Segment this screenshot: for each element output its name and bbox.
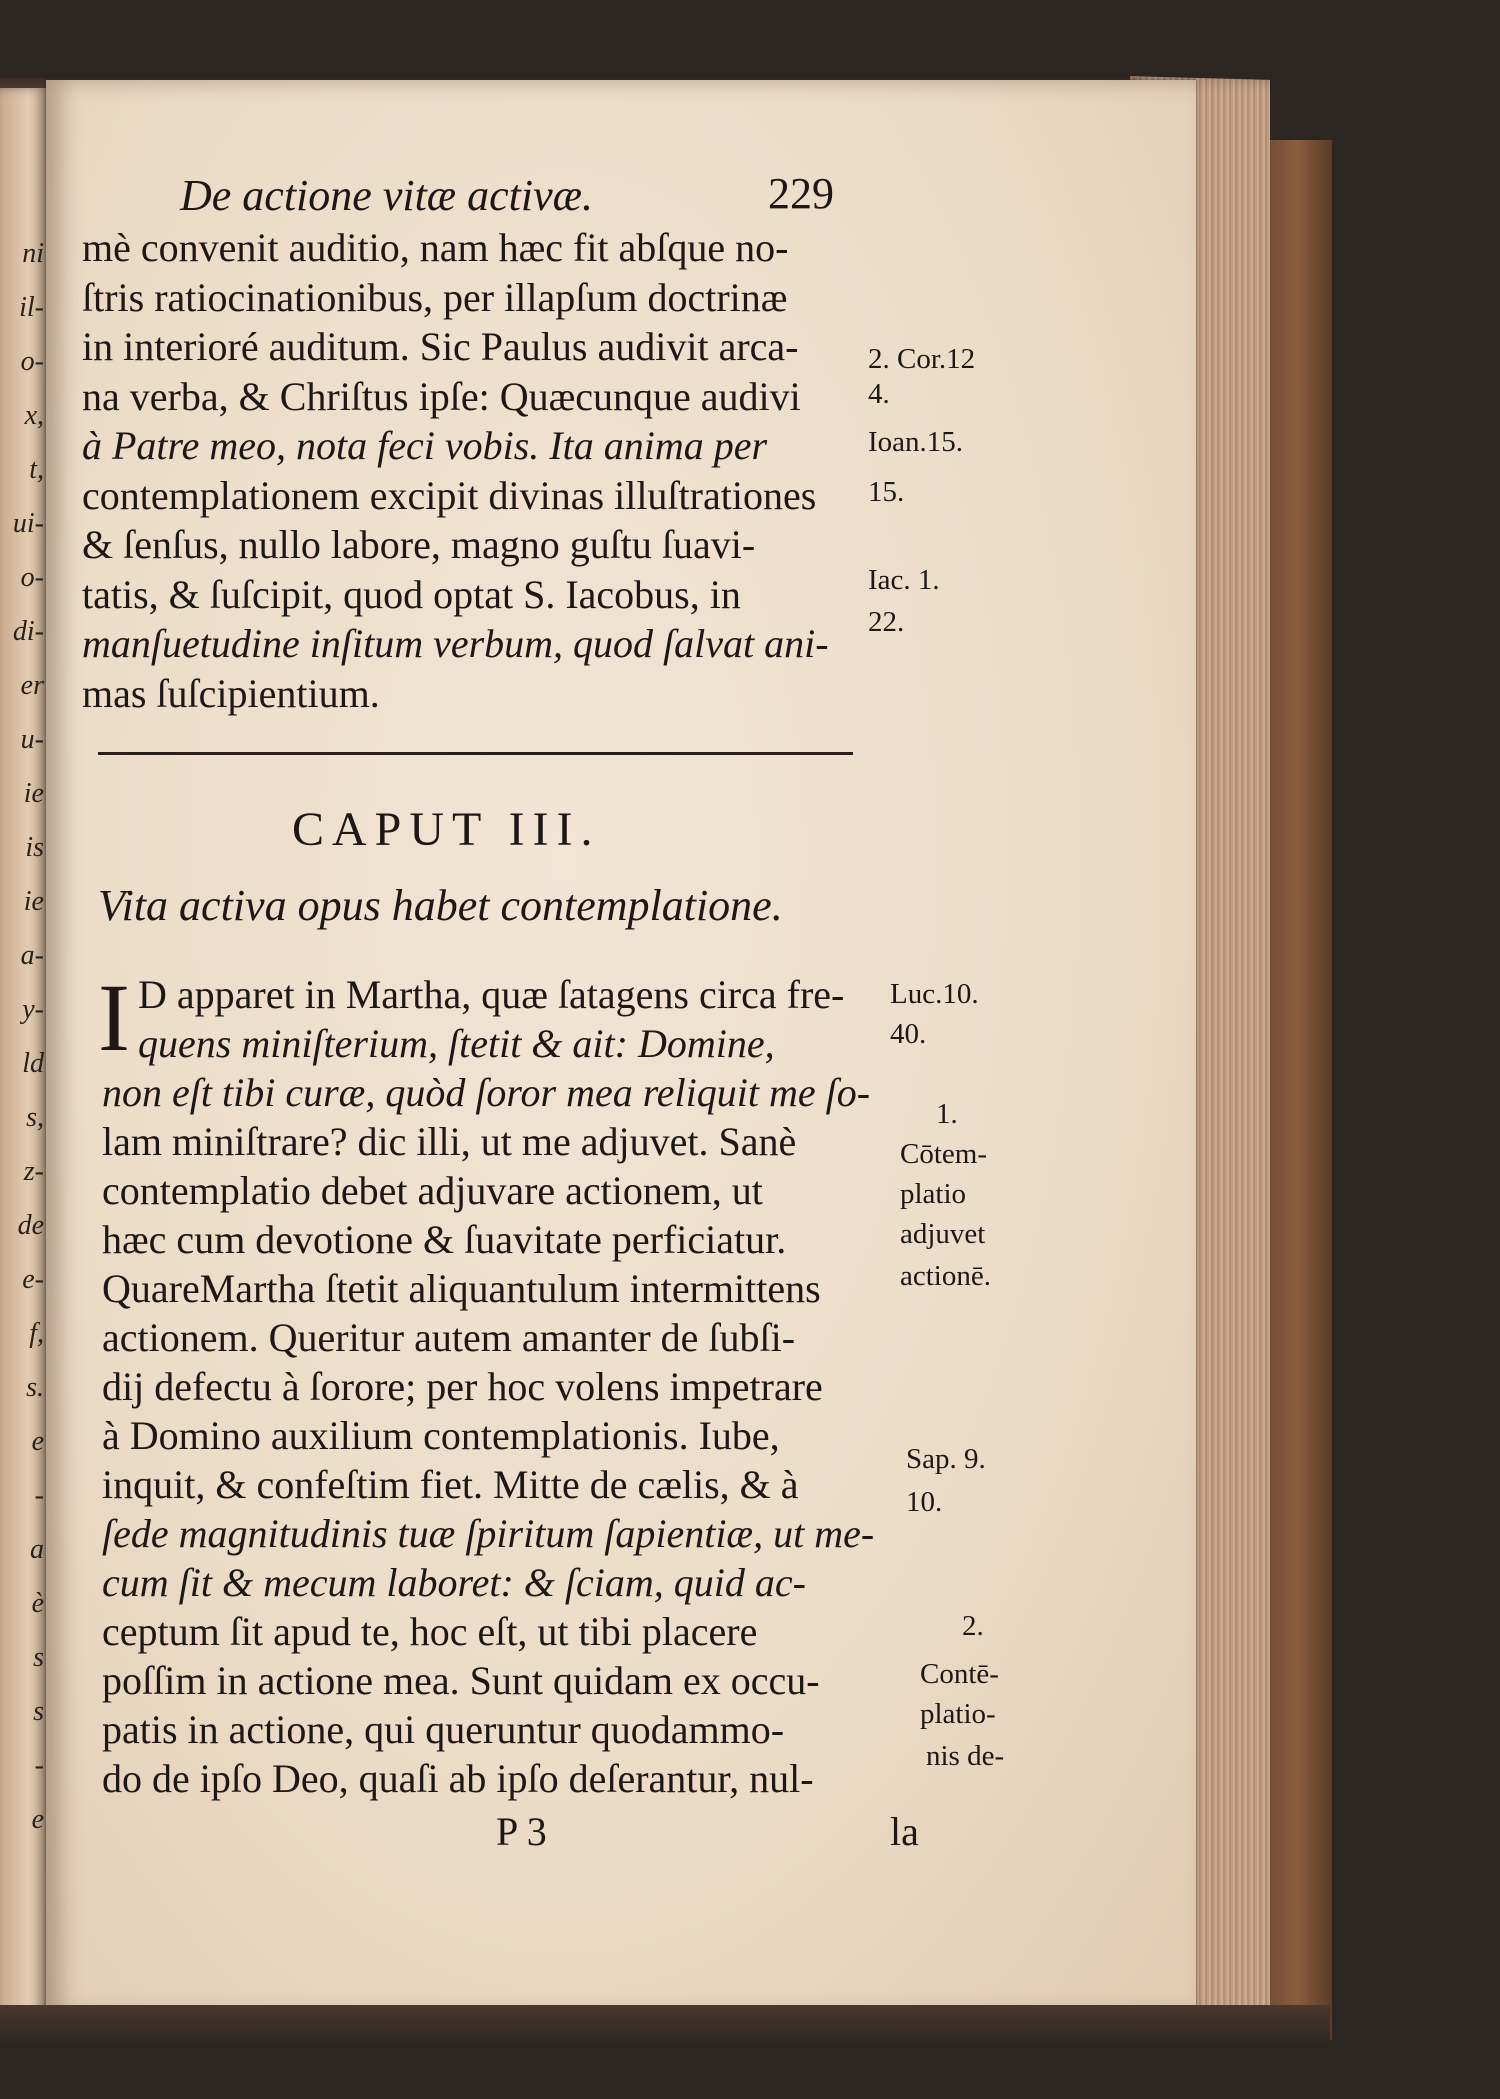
- marginal-note: Ioan.15.: [868, 426, 964, 458]
- text-line: & ſenſus, nullo labore, magno guſtu ſuavi-: [82, 522, 756, 567]
- marginal-note: nis de-: [926, 1740, 1005, 1772]
- prev-page-fragment: ie: [23, 886, 44, 917]
- text-line: QuareMartha ſtetit aliquantulum intermittens: [102, 1266, 821, 1311]
- text-line: ſede magnitudinis tuæ ſpiritum ſapientiæ, ut me-: [102, 1511, 875, 1556]
- marginal-note: 10.: [906, 1486, 943, 1518]
- text-line: non eſt tibi curæ, quòd ſoror mea reliquit me ſo-: [102, 1070, 871, 1115]
- prev-page-fragment: e-: [22, 1264, 44, 1295]
- prev-page-fragment: z-: [23, 1156, 44, 1187]
- text-line: à Domino auxilium contemplationis. Iube,: [102, 1413, 780, 1458]
- marginal-note: 15.: [868, 476, 905, 508]
- text-line: hæc cum devotione & ſuavitate perficiatur.: [102, 1217, 787, 1262]
- marginal-note: Sap. 9.: [906, 1443, 986, 1475]
- marginal-note: 22.: [868, 606, 905, 638]
- marginal-note: actionē.: [900, 1260, 991, 1292]
- prev-page-fragment: ui-: [12, 508, 44, 539]
- text-line: poſſim in actione mea. Sunt quidam ex occu-: [102, 1658, 820, 1703]
- text-line: lam miniſtrare? dic illi, ut me adjuvet. Sanè: [102, 1119, 797, 1164]
- prev-page-fragment: u-: [20, 724, 44, 755]
- marginal-note: Cōtem-: [900, 1138, 987, 1170]
- prev-page-fragment: de: [17, 1210, 44, 1241]
- text-line: dij defectu à ſorore; per hoc volens impetrare: [102, 1364, 823, 1409]
- prev-page-fragment: x,: [24, 400, 44, 431]
- text-line: contemplationem excipit divinas illuſtrationes: [82, 472, 817, 518]
- prev-page-fragment: f,: [29, 1318, 44, 1349]
- prev-page-fragment: s,: [26, 1102, 44, 1133]
- chapter-subtitle: Vita activa opus habet contemplatione.: [98, 881, 783, 930]
- prev-page-fragment: s: [33, 1696, 44, 1727]
- book-cover-edge: [1262, 140, 1332, 2040]
- prev-page-fragment: s.: [26, 1372, 44, 1403]
- page-number: 229: [768, 169, 834, 218]
- text-line: in interioré auditum. Sic Paulus audivit arca-: [82, 324, 799, 369]
- marginal-note: adjuvet: [900, 1218, 986, 1250]
- marginal-note: platio: [900, 1178, 967, 1210]
- marginal-note: Contē-: [920, 1658, 999, 1690]
- prev-page-fragment: o-: [20, 346, 44, 377]
- prev-page-fragment: è: [31, 1588, 44, 1619]
- prev-page-fragment: t,: [29, 454, 44, 485]
- catchword: la: [890, 1809, 919, 1854]
- marginal-note: 40.: [890, 1018, 927, 1050]
- text-line: quens miniſterium, ſtetit & ait: Domine,: [138, 1021, 775, 1066]
- text-line: tatis, & ſuſcipit, quod optat S. Iacobus, in: [82, 571, 741, 617]
- text-line: do de ipſo Deo, quaſi ab ipſo deſerantur, nul-: [102, 1756, 814, 1801]
- text-line: cum ſit & mecum laboret: & ſciam, quid ac-: [102, 1560, 806, 1605]
- text-line: inquit, & confeſtim fiet. Mitte de cælis, & à: [102, 1462, 799, 1507]
- marginal-note: Iac. 1.: [868, 564, 940, 596]
- prev-page-fragment: is: [25, 832, 44, 863]
- signature-mark: P 3: [496, 1809, 547, 1854]
- prev-page-fragment: o-: [20, 562, 44, 593]
- prev-page-fragment: -: [34, 1750, 44, 1781]
- prev-page-fragment: di-: [12, 616, 44, 647]
- text-line: ceptum ſit apud te, hoc eſt, ut tibi placere: [102, 1609, 758, 1654]
- prev-page-fragment: il-: [19, 292, 44, 323]
- prev-page-fragment: -: [34, 1480, 44, 1511]
- text-line: contemplatio debet adjuvare actionem, ut: [102, 1168, 763, 1213]
- text-line: à Patre meo, nota feci vobis. Ita anima per: [82, 423, 768, 468]
- previous-page-edge: [0, 88, 46, 2018]
- marginal-note: 2. Cor.12: [868, 343, 976, 375]
- marginal-note: Luc.10.: [890, 978, 979, 1010]
- text-line: ſtris ratiocinationibus, per illapſum doctrinæ: [82, 274, 788, 320]
- text-line: D apparet in Martha, quæ ſatagens circa fre-: [138, 972, 845, 1017]
- text-line: manſuetudine inſitum verbum, quod ſalvat ani-: [82, 621, 829, 666]
- prev-page-fragment: s: [33, 1642, 44, 1673]
- prev-page-fragment: e: [31, 1804, 44, 1835]
- marginal-note: 4.: [868, 378, 890, 410]
- prev-page-fragment: a: [30, 1534, 44, 1565]
- prev-page-fragment: a-: [20, 940, 44, 971]
- prev-page-fragment: e: [31, 1426, 44, 1457]
- prev-page-fragment: er: [20, 670, 44, 701]
- text-line: mas ſuſcipientium.: [82, 670, 380, 716]
- chapter-title: CAPUT III.: [292, 803, 601, 856]
- prev-page-fragment: y-: [22, 994, 44, 1025]
- prev-page-fragment: ld: [22, 1048, 44, 1079]
- text-line: na verba, & Chriſtus ipſe: Quæcunque audivi: [82, 373, 801, 419]
- text-line: mè convenit auditio, nam hæc fit abſque no-: [82, 225, 789, 270]
- running-title: De actione vitæ activæ.: [180, 171, 593, 220]
- marginal-note: 2.: [962, 1610, 984, 1642]
- marginal-note: 1.: [936, 1098, 958, 1130]
- prev-page-fragment: ie: [23, 778, 44, 809]
- book-cover-bottom: [0, 2005, 1330, 2045]
- text-line: actionem. Queritur autem amanter de ſubſi-: [102, 1315, 796, 1360]
- marginal-note: platio-: [920, 1698, 996, 1730]
- text-line: patis in actione, qui queruntur quodammo-: [102, 1707, 785, 1752]
- section-divider: [98, 752, 853, 755]
- prev-page-fragment: ni: [22, 238, 44, 269]
- drop-capital: I: [98, 964, 130, 1071]
